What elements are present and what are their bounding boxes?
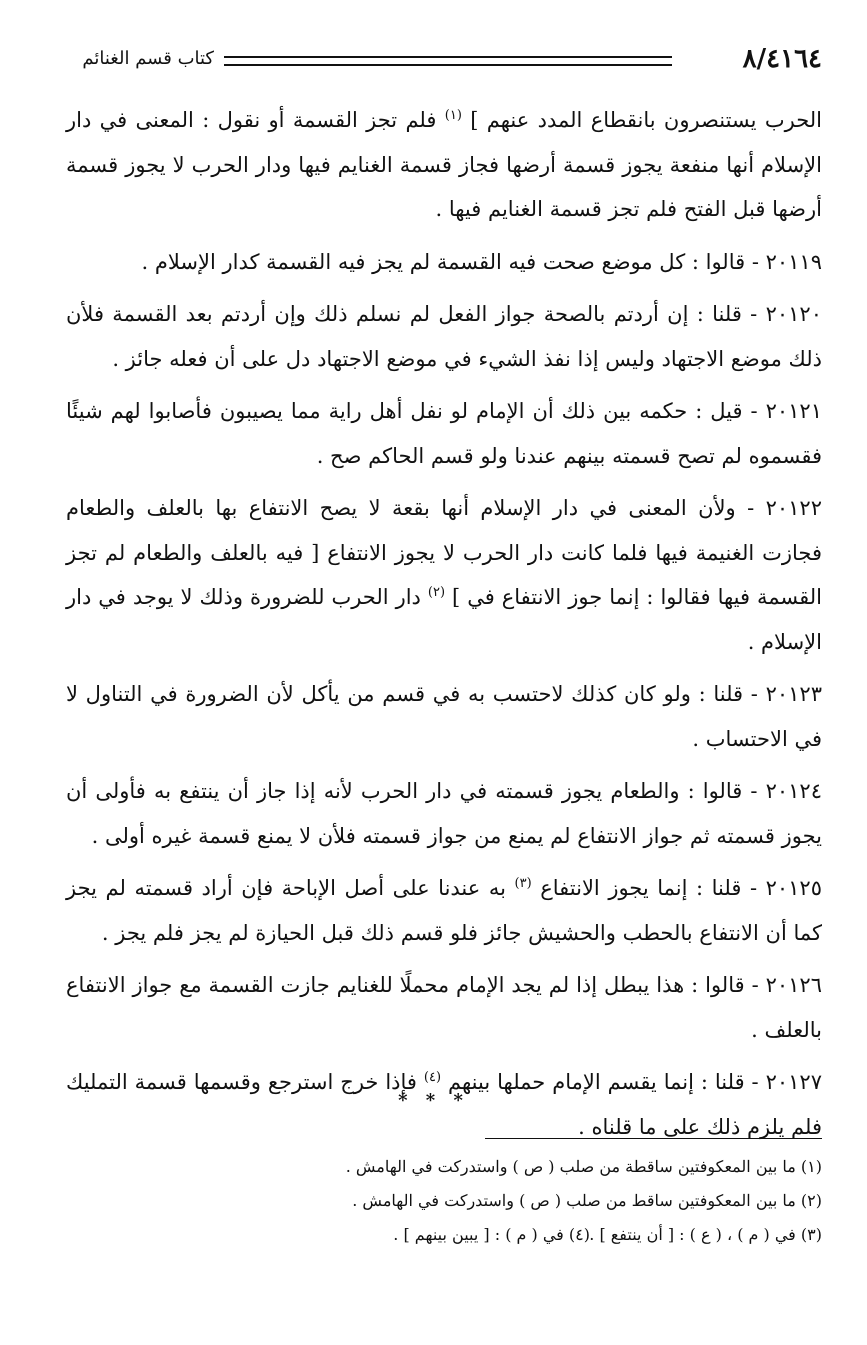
footnotes — [66, 1150, 822, 1252]
paragraph-text: ٢٠١٢٦ - قالوا : هذا يبطل إذا لم يجد الإمام محملًا للغنايم جازت القسمة مع جواز الانتفاع بالعلف . — [66, 973, 822, 1042]
footnote-ref[interactable]: (٤) — [423, 1070, 442, 1085]
section-separator: * * * — [398, 1090, 469, 1111]
paragraph-text: ٢٠١٢٢ - ولأن المعنى في دار الإسلام أنها بقعة لا يصح الانتفاع بها بالعلف والطعام فجازت الغنيمة فيها فلما كانت دار الحرب لا يجوز الانتفاع [ فيه بالعلف والطعام لم تجز القسمة فيها فقالوا : إنما جوز الانتفاع في ] — [66, 496, 822, 609]
paragraph-text: ٢٠١٢٥ - قلنا : إنما يجوز الانتفاع — [540, 876, 822, 900]
footnote-2: (٢) ما بين المعكوفتين ساقط من صلب ( ص ) واستدركت في الهامش . — [352, 1191, 822, 1210]
paragraph — [66, 866, 822, 955]
paragraph-text: ٢٠١٢١ - قيل : حكمه بين ذلك أن الإمام لو نفل أهل راية مما يصيبون فأصابوا لهم شيئًا فقسموه لم تصح قسمته بينهم عندنا ولو قسم الحاكم صح . — [66, 399, 822, 468]
paragraph — [66, 486, 822, 664]
paragraph — [66, 389, 822, 478]
footnote-divider — [485, 1138, 822, 1139]
footnote-row — [66, 1218, 822, 1252]
header-double-rule — [224, 56, 672, 66]
paragraph — [66, 98, 822, 232]
footnote-ref[interactable]: (٣) — [514, 876, 532, 891]
main-text — [66, 98, 822, 1157]
paragraph — [66, 963, 822, 1052]
paragraph-text-cont: فلم تجز القسمة أو نقول : المعنى في دار الإسلام أنها منفعة يجوز قسمة أرضها فجاز قسمة الغنايم فيها ودار الحرب لا يجوز قسمة أرضها قبل الفتح فلم تجز قسمة الغنايم فيها . — [66, 108, 822, 221]
paragraph — [66, 672, 822, 761]
paragraph-text: الحرب يستنصرون بانقطاع المدد عنهم ] — [470, 108, 822, 132]
footnote-3: (٣) في ( م ) ، ( ع ) : [ أن ينتفع ] . — [589, 1225, 822, 1244]
paragraph-text: ٢٠١٢٧ - قلنا : إنما يقسم الإمام حملها بينهم — [448, 1070, 822, 1094]
paragraph — [66, 240, 822, 285]
page-header — [44, 40, 822, 82]
footnote-ref[interactable]: (٢) — [427, 585, 446, 600]
paragraph-text-cont: فإذا خرج استرجع وقسمها قسمة التمليك فلم يلزم ذلك على ما قلناه . — [66, 1070, 822, 1139]
paragraph-text: ٢٠١١٩ - قالوا : كل موضع صحت فيه القسمة لم يجز فيه القسمة كدار الإسلام . — [141, 249, 822, 274]
footnote-4: (٤) في ( م ) : [ يبين بينهم ] . — [393, 1225, 590, 1244]
paragraph-text-cont: به عندنا على أصل الإباحة فإن أراد قسمته لم يجز كما أن الانتفاع بالحطب والحشيش جائز فلو قسم ذلك قبل الحيازة لم يجز فلم يجز . — [66, 876, 822, 945]
paragraph-text: ٢٠١٢٣ - قلنا : ولو كان كذلك لاحتسب به في قسم من يأكل لأن الضرورة في التناول لا في الاحتساب . — [66, 682, 822, 751]
paragraph-text: ٢٠١٢٤ - قالوا : والطعام يجوز قسمته في دار الحرب لأنه إذا جاز أن ينتفع به فأولى أن يجوز قسمته ثم جواز الانتفاع لم يمنع من جواز قسمته فلأن لا يمنع قسمة غيره أولى . — [66, 779, 822, 848]
page-number: ٨/٤١٦٤ — [742, 44, 822, 74]
paragraph-text-cont: دار الحرب للضرورة وذلك لا يوجد في دار الإسلام . — [66, 585, 822, 654]
paragraph — [66, 769, 822, 858]
footnote-1: (١) ما بين المعكوفتين ساقطة من صلب ( ص ) واستدركت في الهامش . — [345, 1157, 822, 1176]
paragraph-text: ٢٠١٢٠ - قلنا : إن أردتم بالصحة جواز الفعل لم نسلم ذلك وإن أردتم بعد القسمة فلأن ذلك موضع الاجتهاد وليس إذا نفذ الشيء في موضع الاجتهاد دل على أن فعله جائز . — [66, 302, 822, 371]
paragraph — [66, 292, 822, 381]
chapter-title: كتاب قسم الغنائم — [82, 48, 214, 69]
footnote-ref[interactable]: (١) — [444, 108, 462, 123]
